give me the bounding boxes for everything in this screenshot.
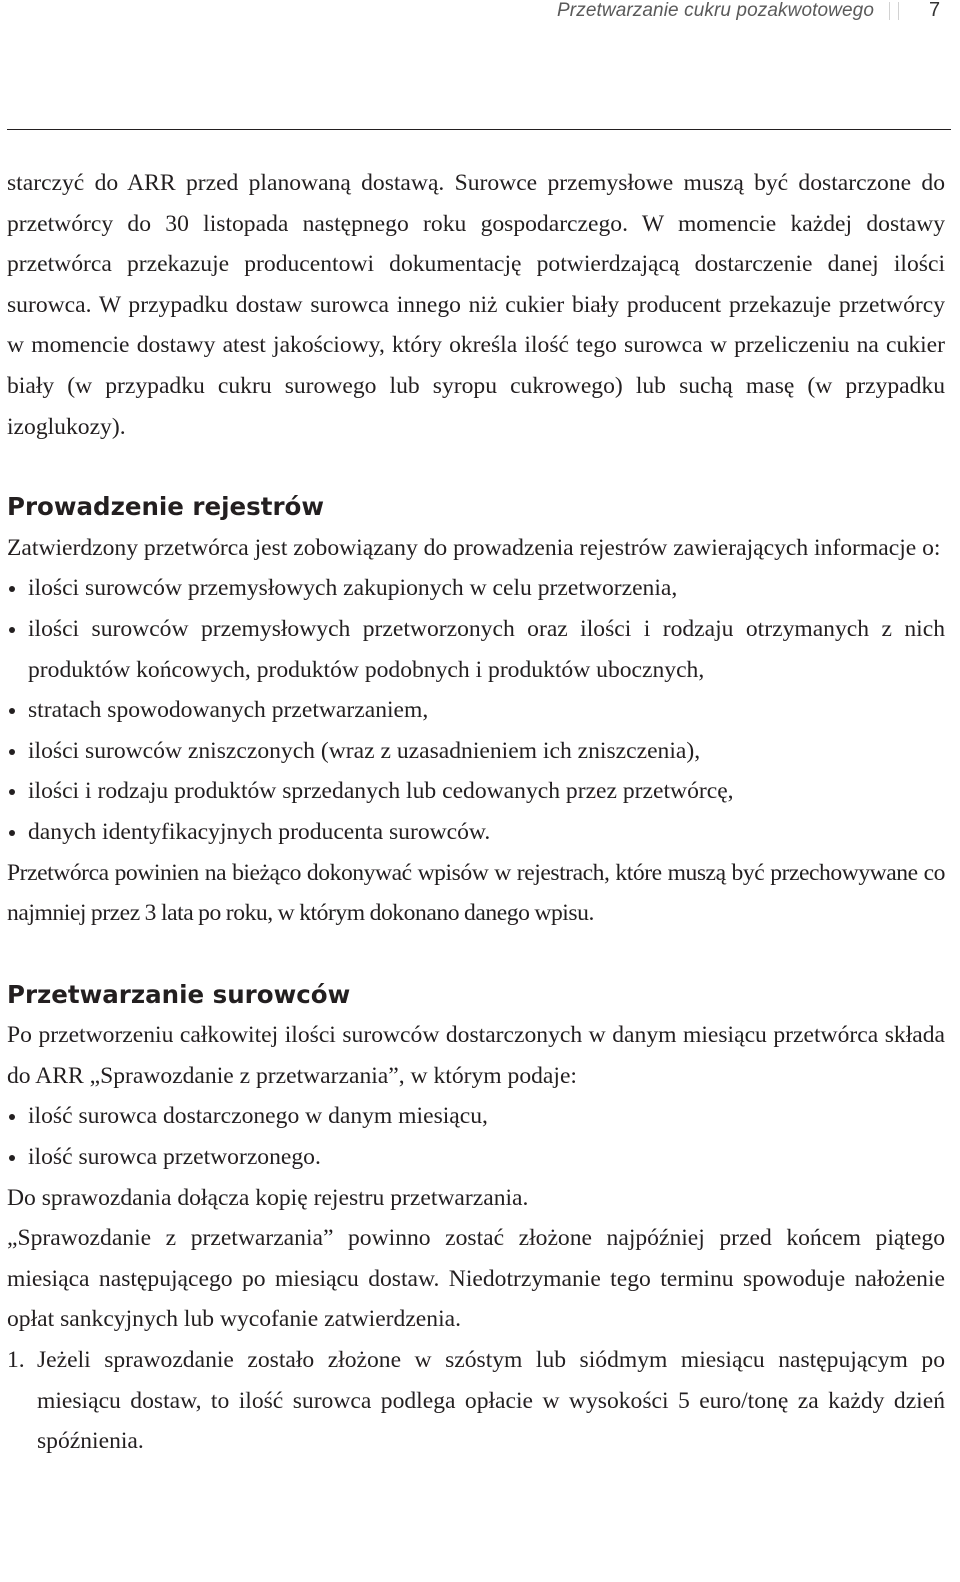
list-item-number: 1.: [7, 1347, 25, 1374]
processing-lead-paragraph: Po przetworzeniu całkowitej ilości surowców dostarczonych w danym miesiącu przetwórca składa do ARR „Sprawozdanie z przetwarzania”, w którym podaje:: [7, 1022, 945, 1089]
records-bullet-list: [7, 568, 945, 852]
processing-bullet-list: [7, 1096, 945, 1177]
list-item: ilości i rodzaju produktów sprzedanych lub cedowanych przez przetwórcę,: [7, 771, 945, 812]
running-title: Przetwarzanie cukru pozakwotowego: [557, 0, 874, 21]
section-heading-processing: Przetwarzanie surowców: [7, 979, 351, 1009]
records-lead-paragraph: Zatwierdzony przetwórca jest zobowiązany do prowadzenia rejestrów zawierających informacje o:: [7, 534, 941, 561]
page-number: 7: [929, 0, 941, 21]
numbered-list-item: [7, 1340, 945, 1462]
deadline-paragraph: „Sprawozdanie z przetwarzania” powinno zostać złożone najpóźniej przed końcem piątego miesiąca następującego po miesiącu dostaw. Niedotrzymanie tego terminu spowoduje nałożenie opłat sankcyjnych lub wycofanie zatwierdzenia.: [7, 1225, 945, 1333]
list-item: ilość surowca przetworzonego.: [7, 1137, 945, 1178]
list-item: stratach spowodowanych przetwarzaniem,: [7, 690, 945, 731]
records-closing-paragraph: Przetwórca powinien na bieżąco dokonywać wpisów w rejestrach, które muszą być przechowywane co najmniej przez 3 lata po roku, w którym dokonano danego wpisu.: [7, 859, 945, 927]
list-item: ilości surowców zniszczonych (wraz z uzasadnieniem ich zniszczenia),: [7, 731, 945, 772]
header-rule: [7, 129, 951, 130]
list-item-text: Jeżeli sprawozdanie zostało złożone w szóstym lub siódmym miesiącu następującym po miesiącu dostaw, to ilość surowca podlega opłacie w wysokości 5 euro/tonę za każdy dzień spóźnienia.: [37, 1347, 945, 1455]
list-item: ilości surowców przemysłowych zakupionych w celu przetworzenia,: [7, 568, 945, 609]
numbered-list: [7, 1340, 945, 1462]
list-item: danych identyfikacyjnych producenta surowców.: [7, 812, 945, 853]
list-item: ilość surowca dostarczonego w danym miesiącu,: [7, 1096, 945, 1137]
page-header: [0, 0, 960, 30]
page-body: [7, 163, 945, 1462]
list-item: ilości surowców przemysłowych przetworzonych oraz ilości i rodzaju otrzymanych z nich produktów końcowych, produktów podobnych i produktów ubocznych,: [7, 609, 945, 690]
section-heading-records: Prowadzenie rejestrów: [7, 492, 324, 522]
intro-paragraph: starczyć do ARR przed planowaną dostawą. Surowce przemysłowe muszą być dostarczone do przetwórcy do 30 listopada następnego roku gospodarczego. W momencie każdej dostawy przetwórca przekazuje producentowi dokumentację potwierdzającą dostarczenie danej ilości surowca. W przypadku dostaw surowca innego niż cukier biały producent przekazuje przetwórcy w momencie dostawy atest jakościowy, który określa ilość tego surowca w przeliczeniu na cukier biały (w przypadku cukru surowego lub syropu cukrowego) lub suchą masę (w przypadku izoglukozy).: [7, 170, 945, 440]
attachment-note: Do sprawozdania dołącza kopię rejestru przetwarzania.: [7, 1184, 529, 1211]
header-separator: [889, 2, 899, 20]
